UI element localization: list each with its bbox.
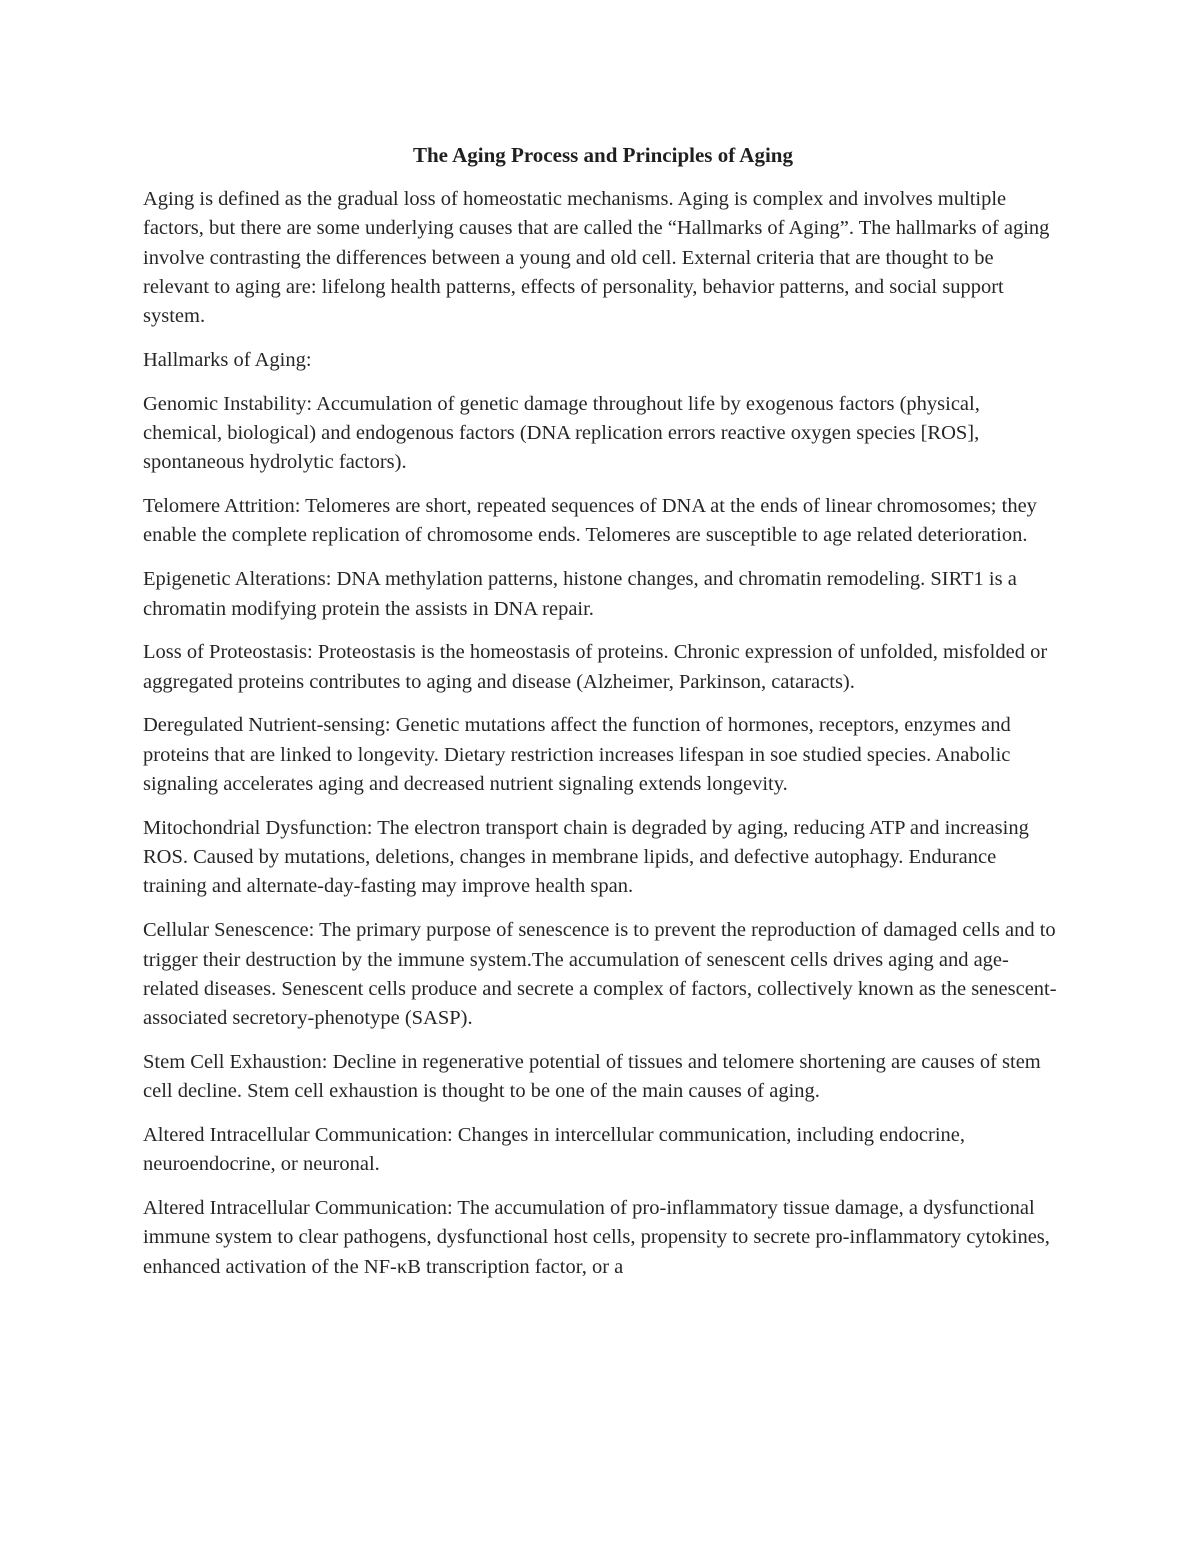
paragraph-genomic-instability: Genomic Instability: Accumulation of genetic damage throughout life by exogenous factors (physical, chemical, biological) and endogenous factors (DNA replication errors reactive oxygen species [ROS], spontaneous hydrolytic factors). <box>143 392 980 474</box>
paragraph-stem-cell-exhaustion: Stem Cell Exhaustion: Decline in regenerative potential of tissues and telomere shortening are causes of stem cell decline. Stem cell exhaustion is thought to be one of the main causes of aging. <box>143 1050 1041 1103</box>
paragraph-cellular-senescence: Cellular Senescence: The primary purpose of senescence is to prevent the reproduction of damaged cells and to trigger their destruction by the immune system.The accumulation of senescent cells drives aging and age-related diseases. Senescent cells produce and secrete a complex of factors, collectively known as the senescent-associated secretory-phenotype (SASP). <box>143 919 1057 1030</box>
paragraph-deregulated-nutrient-sensing: Deregulated Nutrient-sensing: Genetic mutations affect the function of hormones, receptors, enzymes and proteins that are linked to longevity. Dietary restriction increases lifespan in soe studied species. Anabolic signaling accelerates aging and decreased nutrient signaling extends longevity. <box>143 714 1011 796</box>
document-body <box>143 140 1063 1297</box>
paragraph-epigenetic-alterations: Epigenetic Alterations: DNA methylation patterns, histone changes, and chromatin remodeling. SIRT1 is a chromatin modifying protein the assists in DNA repair. <box>143 568 1017 620</box>
paragraph-loss-of-proteostasis: Loss of Proteostasis: Proteostasis is the homeostasis of proteins. Chronic expression of unfolded, misfolded or aggregated proteins contributes to aging and disease (Alzheimer, Parkinson, cataracts). <box>143 641 1048 693</box>
hallmarks-heading: Hallmarks of Aging: <box>143 348 312 371</box>
paragraph-altered-communication-2: Altered Intracellular Communication: The accumulation of pro-inflammatory tissue damage, a dysfunctional immune system to clear pathogens, dysfunctional host cells, propensity to secrete pro-inflammatory cytokines, enhanced activation of the NF-κB transcription factor, or a <box>143 1197 1050 1278</box>
intro-paragraph: Aging is defined as the gradual loss of homeostatic mechanisms. Aging is complex and involves multiple factors, but there are some underlying causes that are called the “Hallmarks of Aging”. The hallmarks of aging involve contrasting the differences between a young and old cell. External criteria that are thought to be relevant to aging are: lifelong health patterns, effects of personality, behavior patterns, and social support system. <box>143 188 1050 328</box>
paragraph-telomere-attrition: Telomere Attrition: Telomeres are short, repeated sequences of DNA at the ends of linear chromosomes; they enable the complete replication of chromosome ends. Telomeres are susceptible to age related deterioration. <box>143 495 1037 547</box>
document-title: The Aging Process and Principles of Aging <box>413 143 793 167</box>
paragraph-mitochondrial-dysfunction: Mitochondrial Dysfunction: The electron transport chain is degraded by aging, reducing ATP and increasing ROS. Caused by mutations, deletions, changes in membrane lipids, and defective autophagy. Endurance training and alternate-day-fasting may improve health span. <box>143 816 1029 898</box>
paragraph-altered-communication-1: Altered Intracellular Communication: Changes in intercellular communication, including endocrine, neuroendocrine, or neuronal. <box>143 1124 966 1176</box>
